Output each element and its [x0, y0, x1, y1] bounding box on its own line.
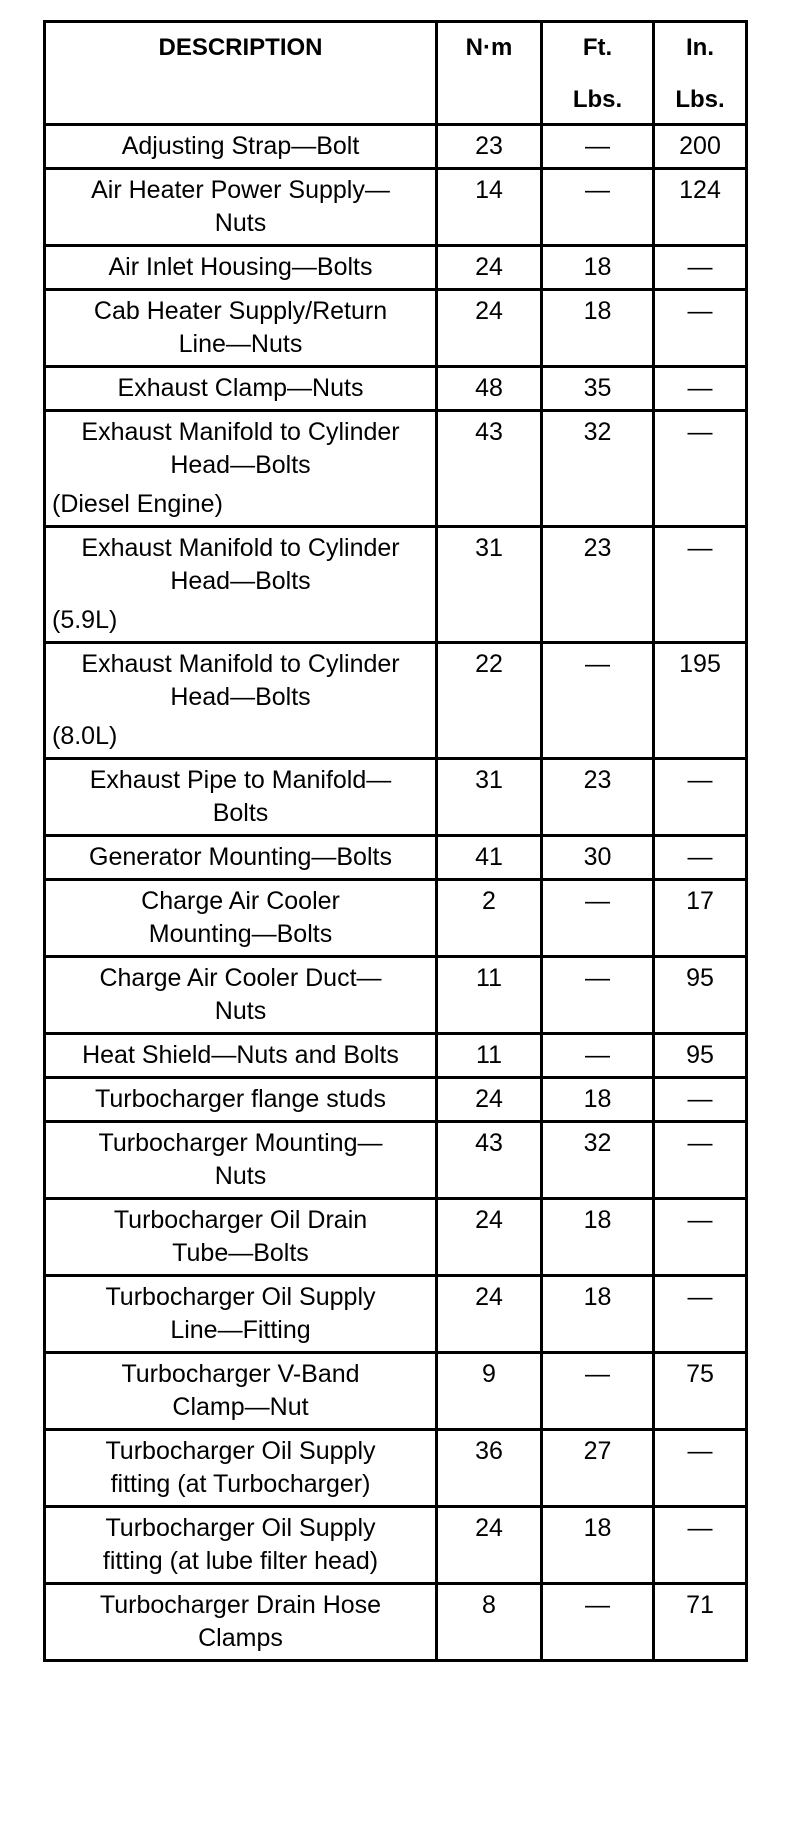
- description-note: (5.9L): [52, 606, 118, 634]
- inch-pounds-cell: —: [654, 290, 747, 367]
- foot-pounds-cell: —: [542, 643, 654, 759]
- description-line: Charge Air Cooler Duct—: [99, 964, 382, 992]
- table-row: [45, 411, 747, 527]
- newton-meters-cell: 24: [437, 1078, 542, 1122]
- foot-pounds-cell: 27: [542, 1430, 654, 1507]
- description-line-2: Head—Bolts: [170, 683, 311, 711]
- foot-pounds-cell: —: [542, 880, 654, 957]
- newton-meters-cell: 23: [437, 125, 542, 169]
- description-line-2: Clamps: [198, 1624, 283, 1652]
- header-foot-pounds: Ft. Lbs.: [542, 22, 654, 125]
- table-row: [45, 1122, 747, 1199]
- table-row: [45, 836, 747, 880]
- newton-meters-cell: 11: [437, 1034, 542, 1078]
- foot-pounds-cell: 23: [542, 527, 654, 643]
- description-line-2: fitting (at Turbocharger): [110, 1470, 371, 1498]
- description-line: Charge Air Cooler: [141, 887, 340, 915]
- description-line-2: Line—Fitting: [170, 1316, 311, 1344]
- table-row: [45, 957, 747, 1034]
- newton-meters-cell: 24: [437, 1507, 542, 1584]
- description-line: Cab Heater Supply/Return: [93, 297, 388, 325]
- table-row: [45, 169, 747, 246]
- foot-pounds-cell: —: [542, 125, 654, 169]
- table-row: [45, 1034, 747, 1078]
- foot-pounds-cell: 30: [542, 836, 654, 880]
- foot-pounds-cell: 18: [542, 246, 654, 290]
- description-line: Turbocharger V-Band: [121, 1360, 360, 1388]
- inch-pounds-cell: 200: [654, 125, 747, 169]
- description-cell: [45, 1430, 437, 1507]
- torque-spec-table: [43, 20, 748, 1662]
- description-line-2: Mounting—Bolts: [148, 920, 333, 948]
- foot-pounds-cell: 18: [542, 1199, 654, 1276]
- table-row: [45, 1276, 747, 1353]
- description-cell: [45, 411, 437, 527]
- description-cell: [45, 1078, 437, 1122]
- table-row: [45, 643, 747, 759]
- foot-pounds-cell: 32: [542, 411, 654, 527]
- newton-meters-cell: 31: [437, 527, 542, 643]
- description-line-2: Bolts: [212, 799, 269, 827]
- table-row: [45, 125, 747, 169]
- description-cell: [45, 643, 437, 759]
- inch-pounds-cell: —: [654, 367, 747, 411]
- description-line: Adjusting Strap—Bolt: [121, 132, 360, 160]
- foot-pounds-cell: 23: [542, 759, 654, 836]
- inch-pounds-cell: —: [654, 411, 747, 527]
- inch-pounds-cell: 95: [654, 1034, 747, 1078]
- description-line: Air Inlet Housing—Bolts: [108, 253, 373, 281]
- table-row: [45, 246, 747, 290]
- table-row: [45, 367, 747, 411]
- newton-meters-cell: 41: [437, 836, 542, 880]
- description-cell: [45, 1584, 437, 1661]
- inch-pounds-cell: —: [654, 246, 747, 290]
- description-line-2: Head—Bolts: [170, 451, 311, 479]
- description-line-2: Line—Nuts: [178, 330, 303, 358]
- newton-meters-cell: 14: [437, 169, 542, 246]
- inch-pounds-cell: —: [654, 1122, 747, 1199]
- foot-pounds-cell: 18: [542, 1078, 654, 1122]
- description-line: Exhaust Pipe to Manifold—: [89, 766, 392, 794]
- newton-meters-cell: 24: [437, 290, 542, 367]
- table-body: [45, 125, 747, 1661]
- table-row: [45, 1078, 747, 1122]
- description-cell: [45, 880, 437, 957]
- inch-pounds-cell: —: [654, 759, 747, 836]
- description-line-2: Head—Bolts: [170, 567, 311, 595]
- description-line: Generator Mounting—Bolts: [89, 843, 392, 871]
- description-line: Turbocharger Drain Hose: [99, 1591, 382, 1619]
- description-line-2: Nuts: [214, 997, 267, 1025]
- table-row: [45, 880, 747, 957]
- header-description: DESCRIPTION: [45, 22, 437, 125]
- description-line-2: Nuts: [214, 1162, 267, 1190]
- inch-pounds-cell: —: [654, 1430, 747, 1507]
- table-row: [45, 759, 747, 836]
- description-line: Turbocharger Mounting—: [98, 1129, 383, 1157]
- newton-meters-cell: 9: [437, 1353, 542, 1430]
- description-line-2: fitting (at lube filter head): [102, 1547, 379, 1575]
- description-line: Exhaust Clamp—Nuts: [117, 374, 364, 402]
- inch-pounds-cell: —: [654, 1078, 747, 1122]
- description-cell: [45, 1034, 437, 1078]
- foot-pounds-cell: —: [542, 169, 654, 246]
- inch-pounds-cell: 71: [654, 1584, 747, 1661]
- description-line: Turbocharger flange studs: [95, 1085, 386, 1113]
- description-line: Turbocharger Oil Drain: [113, 1206, 368, 1234]
- newton-meters-cell: 24: [437, 1199, 542, 1276]
- inch-pounds-cell: —: [654, 836, 747, 880]
- description-line: Heat Shield—Nuts and Bolts: [82, 1041, 399, 1069]
- foot-pounds-cell: —: [542, 1034, 654, 1078]
- inch-pounds-cell: 95: [654, 957, 747, 1034]
- inch-pounds-cell: —: [654, 527, 747, 643]
- table-row: [45, 527, 747, 643]
- description-line: Turbocharger Oil Supply: [105, 1437, 376, 1465]
- description-line-2: Nuts: [214, 209, 267, 237]
- foot-pounds-cell: 32: [542, 1122, 654, 1199]
- table-row: [45, 1199, 747, 1276]
- description-cell: [45, 527, 437, 643]
- inch-pounds-cell: —: [654, 1507, 747, 1584]
- description-line: Air Heater Power Supply—: [91, 176, 390, 204]
- description-cell: [45, 1507, 437, 1584]
- description-cell: [45, 1199, 437, 1276]
- newton-meters-cell: 22: [437, 643, 542, 759]
- foot-pounds-cell: —: [542, 1353, 654, 1430]
- description-cell: [45, 1276, 437, 1353]
- header-inch-pounds: In. Lbs.: [654, 22, 747, 125]
- table-row: [45, 290, 747, 367]
- description-cell: [45, 169, 437, 246]
- description-note: (Diesel Engine): [52, 490, 223, 518]
- foot-pounds-cell: —: [542, 1584, 654, 1661]
- newton-meters-cell: 2: [437, 880, 542, 957]
- newton-meters-cell: 24: [437, 1276, 542, 1353]
- foot-pounds-cell: —: [542, 957, 654, 1034]
- description-cell: [45, 759, 437, 836]
- newton-meters-cell: 43: [437, 411, 542, 527]
- newton-meters-cell: 31: [437, 759, 542, 836]
- description-line: Turbocharger Oil Supply: [105, 1283, 376, 1311]
- foot-pounds-cell: 18: [542, 1276, 654, 1353]
- description-line-2: Clamp—Nut: [172, 1393, 309, 1421]
- newton-meters-cell: 11: [437, 957, 542, 1034]
- newton-meters-cell: 24: [437, 246, 542, 290]
- table-row: [45, 1507, 747, 1584]
- header-newton-meters: N·m: [437, 22, 542, 125]
- newton-meters-cell: 36: [437, 1430, 542, 1507]
- description-cell: [45, 1122, 437, 1199]
- inch-pounds-cell: 195: [654, 643, 747, 759]
- description-cell: [45, 957, 437, 1034]
- inch-pounds-cell: —: [654, 1276, 747, 1353]
- inch-pounds-cell: 124: [654, 169, 747, 246]
- inch-pounds-cell: 75: [654, 1353, 747, 1430]
- description-line: Exhaust Manifold to Cylinder: [81, 650, 400, 678]
- description-line: Turbocharger Oil Supply: [105, 1514, 376, 1542]
- foot-pounds-cell: 18: [542, 1507, 654, 1584]
- inch-pounds-cell: 17: [654, 880, 747, 957]
- description-line: Exhaust Manifold to Cylinder: [81, 534, 400, 562]
- table-row: [45, 1584, 747, 1661]
- description-cell: [45, 1353, 437, 1430]
- newton-meters-cell: 48: [437, 367, 542, 411]
- foot-pounds-cell: 18: [542, 290, 654, 367]
- foot-pounds-cell: 35: [542, 367, 654, 411]
- newton-meters-cell: 43: [437, 1122, 542, 1199]
- description-line: Exhaust Manifold to Cylinder: [81, 418, 400, 446]
- description-cell: [45, 246, 437, 290]
- table-header: [45, 22, 747, 125]
- description-cell: [45, 125, 437, 169]
- table-row: [45, 1353, 747, 1430]
- description-note: (8.0L): [52, 722, 118, 750]
- header-row: [45, 22, 747, 125]
- description-cell: [45, 367, 437, 411]
- description-cell: [45, 836, 437, 880]
- table-row: [45, 1430, 747, 1507]
- description-line-2: Tube—Bolts: [172, 1239, 309, 1267]
- description-cell: [45, 290, 437, 367]
- inch-pounds-cell: —: [654, 1199, 747, 1276]
- newton-meters-cell: 8: [437, 1584, 542, 1661]
